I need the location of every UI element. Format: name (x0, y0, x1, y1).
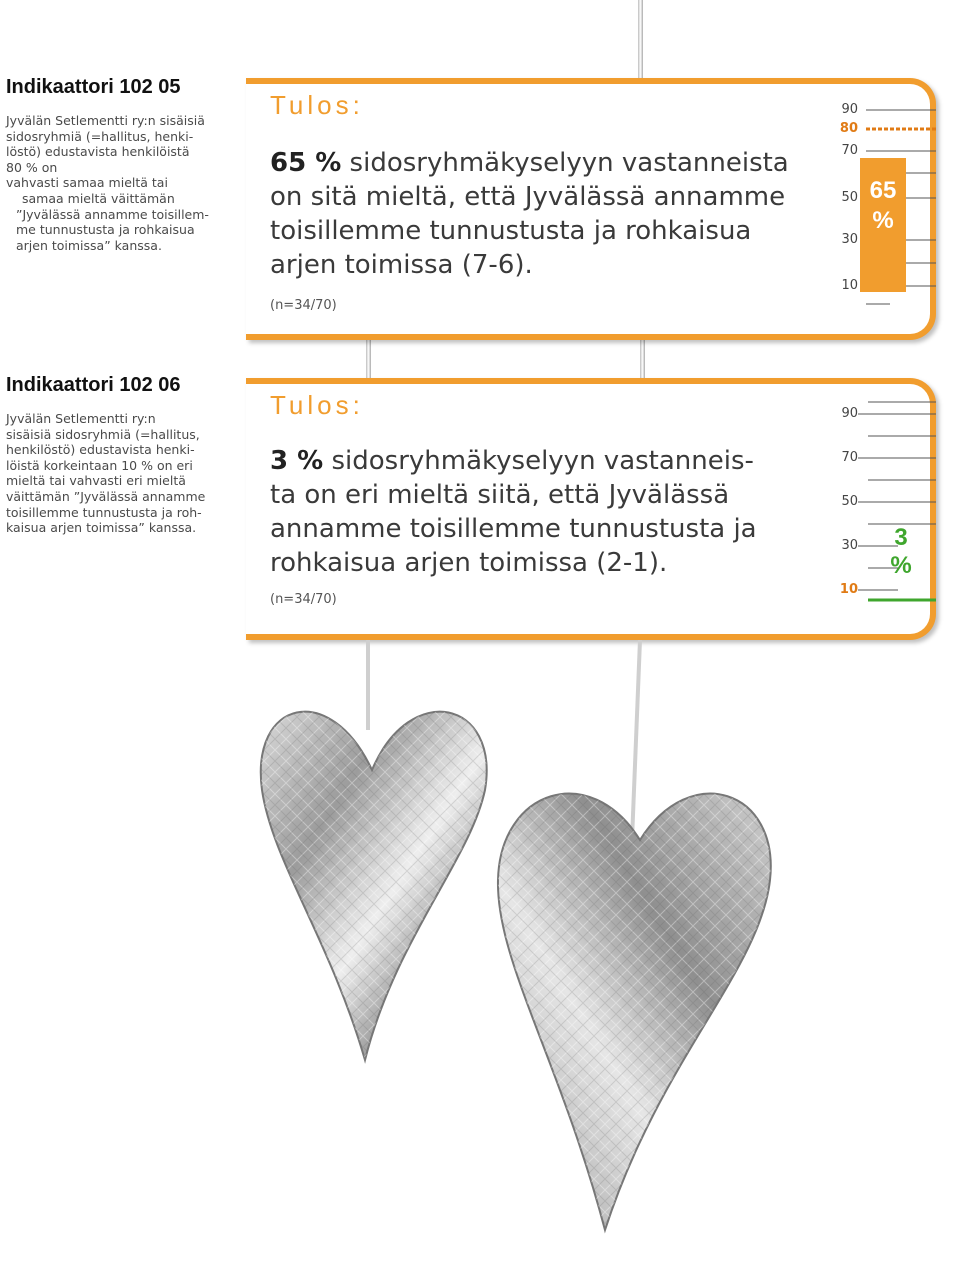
result-box-1 (246, 78, 936, 340)
percentage-scale: 90 80 70 50 30 10 (830, 98, 930, 308)
left-foil-heart (261, 712, 487, 1060)
right-foil-heart (498, 794, 771, 1230)
result-value-bar: 65 % (860, 158, 906, 292)
result-box-2 (246, 378, 936, 640)
indicator-title: Indikaattori 102 05 (6, 76, 181, 98)
foil-hearts-image (0, 640, 960, 1267)
result-value: 3 % (890, 524, 912, 579)
indicator-description: Jyvälän Setlementti ry:n sisäisiä sidosryhmiä (=hallitus, henki- löstö) edustavista henkilöistä 80 % on vahvasti samaa mieltä tai samaa mieltä väittämän ”Jyvälässä annamme toisillem- me tunnustusta ja rohkaisua arjen toimissa” kanssa. (6, 113, 209, 253)
result-label: Tulos: (270, 90, 364, 120)
result-label: Tulos: (270, 390, 364, 420)
sample-size: (n=34/70) (270, 298, 337, 313)
sample-size: (n=34/70) (270, 592, 337, 607)
indicator-description: Jyvälän Setlementti ry:n sisäisiä sidosryhmiä (=hallitus, henkilöstö) edustavista henki- löistä korkeintaan 10 % on eri mieltä tai vahvasti eri mieltä väittämän ”Jyvälässä annamme toisillemme tunnustusta ja roh- kaisua arjen toimissa” kanssa. (6, 411, 206, 536)
indicator-102-05 (6, 76, 242, 253)
percentage-scale: 90 70 50 30 10 (839, 406, 858, 597)
result-statement: 65 % sidosryhmäkyselyyn vastanneista on sitä mieltä, että Jyvälässä annamme toisillemme tunnustusta ja rohkaisua arjen toimissa (7-6). (270, 148, 789, 280)
ornament-string (638, 0, 643, 80)
indicator-title: Indikaattori 102 06 (6, 374, 181, 396)
result-statement: 3 % sidosryhmäkyselyyn vastanneis- ta on eri mieltä siitä, että Jyvälässä annamme toisillemme tunnustusta ja rohkaisua arjen toimissa (2-1). (270, 446, 757, 578)
indicator-102-06 (6, 374, 242, 536)
